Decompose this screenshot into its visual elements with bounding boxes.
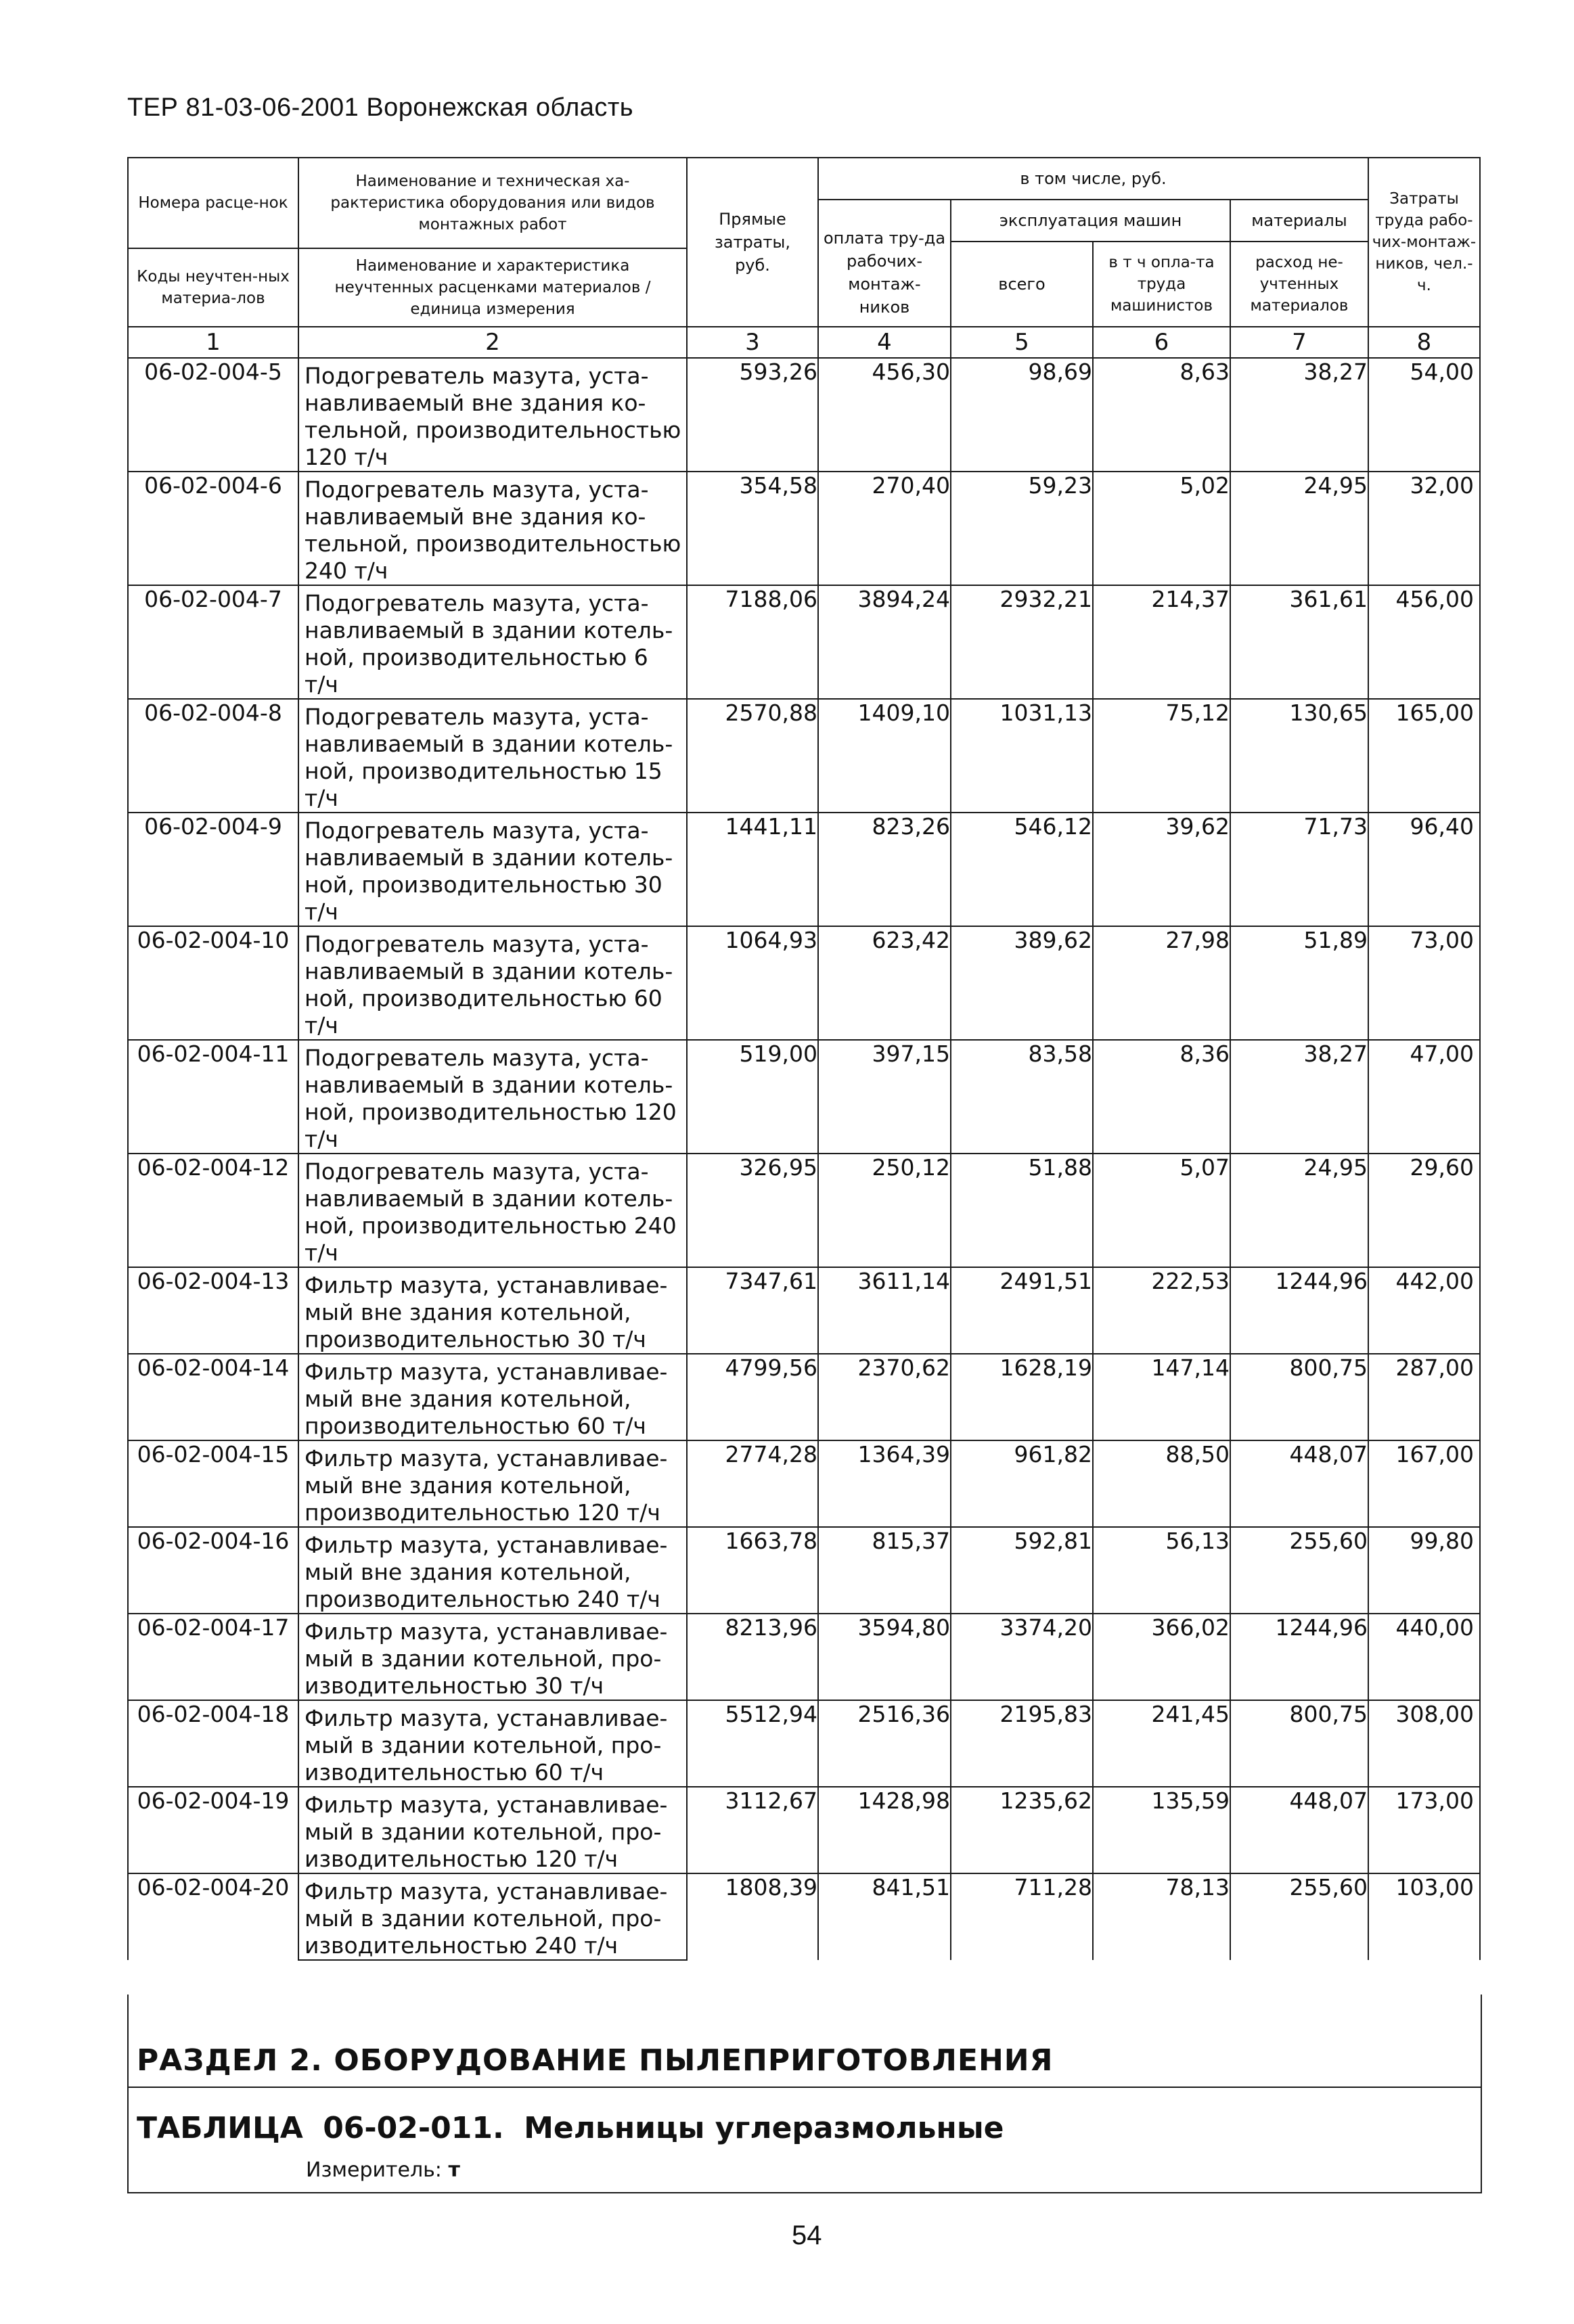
value-cell: 841,51 bbox=[818, 1873, 951, 1960]
value-cell: 1244,96 bbox=[1230, 1267, 1368, 1354]
value-cell: 88,50 bbox=[1093, 1440, 1230, 1527]
section-title: РАЗДЕЛ 2. ОБОРУДОВАНИЕ ПЫЛЕПРИГОТОВЛЕНИЯ bbox=[137, 2043, 1054, 2078]
value-cell: 7347,61 bbox=[687, 1267, 818, 1354]
table-title bbox=[137, 2111, 1004, 2145]
work-description-line: производительностью 30 т/ч bbox=[298, 1326, 687, 1354]
work-description-line: 240 т/ч bbox=[298, 557, 687, 585]
value-cell: 214,37 bbox=[1093, 585, 1230, 699]
work-description-line: мый вне здания котельной, bbox=[298, 1472, 687, 1499]
value-cell: 24,95 bbox=[1230, 1154, 1368, 1267]
rate-code: 06-02-004-10 bbox=[128, 926, 298, 1040]
work-description-line: навливаемый в здании котель- bbox=[298, 731, 687, 758]
table-title-code: 06-02-011. bbox=[323, 2111, 504, 2145]
head-unaccounted-materials: расход не-учтенных материалов bbox=[1230, 242, 1368, 327]
table-row bbox=[128, 1873, 1480, 1905]
measure-label: Измеритель: bbox=[306, 2158, 442, 2182]
value-cell: 623,42 bbox=[818, 926, 951, 1040]
value-cell: 29,60 bbox=[1368, 1154, 1480, 1267]
work-description-line: Фильтр мазута, устанавливае- bbox=[298, 1787, 687, 1819]
work-description-line: т/ч bbox=[298, 1239, 687, 1267]
work-description-line: Подогреватель мазута, уста- bbox=[298, 585, 687, 617]
value-cell: 98,69 bbox=[951, 358, 1093, 472]
value-cell: 73,00 bbox=[1368, 926, 1480, 1040]
value-cell: 2774,28 bbox=[687, 1440, 818, 1527]
value-cell: 135,59 bbox=[1093, 1787, 1230, 1873]
value-cell: 1428,98 bbox=[818, 1787, 951, 1873]
rate-code: 06-02-004-11 bbox=[128, 1040, 298, 1154]
value-cell: 2570,88 bbox=[687, 699, 818, 813]
value-cell: 2370,62 bbox=[818, 1354, 951, 1440]
value-cell: 8,36 bbox=[1093, 1040, 1230, 1154]
value-cell: 3611,14 bbox=[818, 1267, 951, 1354]
value-cell: 2195,83 bbox=[951, 1700, 1093, 1787]
work-description-line: мый в здании котельной, про- bbox=[298, 1819, 687, 1846]
value-cell: 56,13 bbox=[1093, 1527, 1230, 1614]
work-description-line: Подогреватель мазута, уста- bbox=[298, 1040, 687, 1072]
value-cell: 3112,67 bbox=[687, 1787, 818, 1873]
value-cell: 456,00 bbox=[1368, 585, 1480, 699]
work-description-line: изводительностью 30 т/ч bbox=[298, 1672, 687, 1700]
value-cell: 1235,62 bbox=[951, 1787, 1093, 1873]
value-cell: 593,26 bbox=[687, 358, 818, 472]
value-cell: 1628,19 bbox=[951, 1354, 1093, 1440]
value-cell: 1064,93 bbox=[687, 926, 818, 1040]
work-description-line: ной, производительностью 30 bbox=[298, 871, 687, 898]
value-cell: 165,00 bbox=[1368, 699, 1480, 813]
work-description-line: мый вне здания котельной, bbox=[298, 1386, 687, 1413]
work-description-line: Фильтр мазута, устанавливае- bbox=[298, 1527, 687, 1559]
head-col1-bottom: Коды неучтен-ных материа-лов bbox=[128, 248, 298, 327]
value-cell: 389,62 bbox=[951, 926, 1093, 1040]
rate-code: 06-02-004-20 bbox=[128, 1873, 298, 1960]
section-heading-box bbox=[129, 1995, 1481, 2088]
table-row bbox=[128, 1040, 1480, 1072]
work-description-line: навливаемый в здании котель- bbox=[298, 844, 687, 871]
work-description-line: Подогреватель мазута, уста- bbox=[298, 926, 687, 958]
value-cell: 103,00 bbox=[1368, 1873, 1480, 1960]
head-col2-top: Наименование и техническая ха-рактеристика оборудования или видов монтажных работ bbox=[298, 158, 687, 248]
work-description-line: Подогреватель мазута, уста- bbox=[298, 699, 687, 731]
rate-code: 06-02-004-7 bbox=[128, 585, 298, 699]
rate-code: 06-02-004-19 bbox=[128, 1787, 298, 1873]
value-cell: 2932,21 bbox=[951, 585, 1093, 699]
value-cell: 59,23 bbox=[951, 472, 1093, 585]
table-row bbox=[128, 1787, 1480, 1819]
table-row bbox=[128, 585, 1480, 617]
value-cell: 2491,51 bbox=[951, 1267, 1093, 1354]
rate-code: 06-02-004-15 bbox=[128, 1440, 298, 1527]
rates-table bbox=[127, 157, 1481, 1961]
value-cell: 83,58 bbox=[951, 1040, 1093, 1154]
value-cell: 711,28 bbox=[951, 1873, 1093, 1960]
value-cell: 38,27 bbox=[1230, 1040, 1368, 1154]
value-cell: 800,75 bbox=[1230, 1700, 1368, 1787]
value-cell: 3594,80 bbox=[818, 1614, 951, 1700]
value-cell: 250,12 bbox=[818, 1154, 951, 1267]
work-description-line: мый вне здания котельной, bbox=[298, 1559, 687, 1586]
table-row bbox=[128, 1354, 1480, 1386]
value-cell: 354,58 bbox=[687, 472, 818, 585]
value-cell: 241,45 bbox=[1093, 1700, 1230, 1787]
page-number: 54 bbox=[792, 2220, 822, 2250]
work-description-line: мый в здании котельной, про- bbox=[298, 1732, 687, 1759]
table-row bbox=[128, 1154, 1480, 1185]
value-cell: 47,00 bbox=[1368, 1040, 1480, 1154]
value-cell: 287,00 bbox=[1368, 1354, 1480, 1440]
work-description-line: Подогреватель мазута, уста- bbox=[298, 813, 687, 844]
value-cell: 440,00 bbox=[1368, 1614, 1480, 1700]
rate-code: 06-02-004-14 bbox=[128, 1354, 298, 1440]
work-description-line: т/ч bbox=[298, 1012, 687, 1040]
work-description-line: навливаемый в здании котель- bbox=[298, 1185, 687, 1212]
table-row bbox=[128, 926, 1480, 958]
value-cell: 456,30 bbox=[818, 358, 951, 472]
value-cell: 32,00 bbox=[1368, 472, 1480, 585]
value-cell: 1244,96 bbox=[1230, 1614, 1368, 1700]
table-row bbox=[128, 1527, 1480, 1559]
head-machine-total: всего bbox=[951, 242, 1093, 327]
column-number: 3 bbox=[687, 327, 818, 358]
value-cell: 147,14 bbox=[1093, 1354, 1230, 1440]
value-cell: 7188,06 bbox=[687, 585, 818, 699]
value-cell: 2516,36 bbox=[818, 1700, 951, 1787]
head-group-including: в том числе, руб. bbox=[818, 158, 1368, 200]
work-description-line: навливаемый в здании котель- bbox=[298, 1072, 687, 1099]
work-description-line: Фильтр мазута, устанавливае- bbox=[298, 1700, 687, 1732]
head-direct-costs: Прямые затраты, руб. bbox=[687, 158, 818, 327]
work-description-line: Подогреватель мазута, уста- bbox=[298, 358, 687, 390]
table-row bbox=[128, 358, 1480, 390]
value-cell: 39,62 bbox=[1093, 813, 1230, 926]
value-cell: 800,75 bbox=[1230, 1354, 1368, 1440]
column-number: 4 bbox=[818, 327, 951, 358]
value-cell: 24,95 bbox=[1230, 472, 1368, 585]
value-cell: 366,02 bbox=[1093, 1614, 1230, 1700]
value-cell: 442,00 bbox=[1368, 1267, 1480, 1354]
rate-code: 06-02-004-13 bbox=[128, 1267, 298, 1354]
head-machinist-pay: в т ч опла-та труда машинистов bbox=[1093, 242, 1230, 327]
column-number: 1 bbox=[128, 327, 298, 358]
value-cell: 255,60 bbox=[1230, 1873, 1368, 1960]
rate-code: 06-02-004-12 bbox=[128, 1154, 298, 1267]
value-cell: 38,27 bbox=[1230, 358, 1368, 472]
work-description-line: Фильтр мазута, устанавливае- bbox=[298, 1354, 687, 1386]
table-row bbox=[128, 1440, 1480, 1472]
work-description-line: т/ч bbox=[298, 1126, 687, 1154]
column-number: 5 bbox=[951, 327, 1093, 358]
value-cell: 448,07 bbox=[1230, 1440, 1368, 1527]
table-body bbox=[128, 358, 1480, 1960]
work-description-line: Фильтр мазута, устанавливае- bbox=[298, 1267, 687, 1299]
work-description-line: навливаемый вне здания ко- bbox=[298, 390, 687, 417]
work-description-line: т/ч bbox=[298, 785, 687, 813]
value-cell: 823,26 bbox=[818, 813, 951, 926]
value-cell: 27,98 bbox=[1093, 926, 1230, 1040]
rate-code: 06-02-004-17 bbox=[128, 1614, 298, 1700]
table-row bbox=[128, 1614, 1480, 1645]
value-cell: 255,60 bbox=[1230, 1527, 1368, 1614]
head-machine-group: эксплуатация машин bbox=[951, 200, 1230, 242]
head-materials-group: материалы bbox=[1230, 200, 1368, 242]
section-block bbox=[127, 1995, 1482, 2193]
value-cell: 1409,10 bbox=[818, 699, 951, 813]
work-description-line: ной, производительностью 6 bbox=[298, 644, 687, 671]
value-cell: 270,40 bbox=[818, 472, 951, 585]
head-col1-top: Номера расце-нок bbox=[128, 158, 298, 248]
column-number: 2 bbox=[298, 327, 687, 358]
value-cell: 1441,11 bbox=[687, 813, 818, 926]
value-cell: 54,00 bbox=[1368, 358, 1480, 472]
value-cell: 519,00 bbox=[687, 1040, 818, 1154]
work-description-line: изводительностью 60 т/ч bbox=[298, 1759, 687, 1787]
work-description-line: ной, производительностью 60 bbox=[298, 985, 687, 1012]
work-description-line: производительностью 60 т/ч bbox=[298, 1413, 687, 1440]
value-cell: 75,12 bbox=[1093, 699, 1230, 813]
head-worker-pay: оплата тру-да рабочих-монтаж-ников bbox=[818, 200, 951, 327]
value-cell: 448,07 bbox=[1230, 1787, 1368, 1873]
work-description-line: навливаемый вне здания ко- bbox=[298, 503, 687, 530]
work-description-line: тельной, производительностью bbox=[298, 530, 687, 557]
work-description-line: т/ч bbox=[298, 671, 687, 699]
value-cell: 1808,39 bbox=[687, 1873, 818, 1960]
value-cell: 308,00 bbox=[1368, 1700, 1480, 1787]
measure-unit: т bbox=[448, 2158, 460, 2182]
table-row bbox=[128, 472, 1480, 503]
value-cell: 78,13 bbox=[1093, 1873, 1230, 1960]
value-cell: 5,02 bbox=[1093, 472, 1230, 585]
value-cell: 592,81 bbox=[951, 1527, 1093, 1614]
work-description-line: производительностью 240 т/ч bbox=[298, 1586, 687, 1614]
table-title-name: Мельницы углеразмольные bbox=[524, 2111, 1004, 2145]
rate-code: 06-02-004-9 bbox=[128, 813, 298, 926]
work-description-line: Фильтр мазута, устанавливае- bbox=[298, 1614, 687, 1645]
measure-unit-line bbox=[306, 2158, 460, 2182]
work-description-line: изводительностью 240 т/ч bbox=[298, 1932, 687, 1960]
value-cell: 5512,94 bbox=[687, 1700, 818, 1787]
value-cell: 8213,96 bbox=[687, 1614, 818, 1700]
value-cell: 222,53 bbox=[1093, 1267, 1230, 1354]
value-cell: 815,37 bbox=[818, 1527, 951, 1614]
table-title-label: ТАБЛИЦА bbox=[137, 2111, 303, 2145]
value-cell: 4799,56 bbox=[687, 1354, 818, 1440]
table-head bbox=[128, 158, 1480, 358]
value-cell: 51,89 bbox=[1230, 926, 1368, 1040]
value-cell: 3374,20 bbox=[951, 1614, 1093, 1700]
value-cell: 130,65 bbox=[1230, 699, 1368, 813]
value-cell: 5,07 bbox=[1093, 1154, 1230, 1267]
work-description-line: ной, производительностью 240 bbox=[298, 1212, 687, 1239]
value-cell: 96,40 bbox=[1368, 813, 1480, 926]
column-number: 7 bbox=[1230, 327, 1368, 358]
work-description-line: Подогреватель мазута, уста- bbox=[298, 1154, 687, 1185]
value-cell: 397,15 bbox=[818, 1040, 951, 1154]
work-description-line: Подогреватель мазута, уста- bbox=[298, 472, 687, 503]
work-description-line: мый вне здания котельной, bbox=[298, 1299, 687, 1326]
work-description-line: навливаемый в здании котель- bbox=[298, 617, 687, 644]
value-cell: 173,00 bbox=[1368, 1787, 1480, 1873]
work-description-line: Фильтр мазута, устанавливае- bbox=[298, 1873, 687, 1905]
work-description-line: ной, производительностью 120 bbox=[298, 1099, 687, 1126]
value-cell: 1031,13 bbox=[951, 699, 1093, 813]
document-header: ТЕР 81-03-06-2001 Воронежская область bbox=[127, 93, 634, 122]
value-cell: 326,95 bbox=[687, 1154, 818, 1267]
table-row bbox=[128, 699, 1480, 731]
work-description-line: мый в здании котельной, про- bbox=[298, 1645, 687, 1672]
value-cell: 546,12 bbox=[951, 813, 1093, 926]
work-description-line: Фильтр мазута, устанавливае- bbox=[298, 1440, 687, 1472]
value-cell: 1663,78 bbox=[687, 1527, 818, 1614]
value-cell: 961,82 bbox=[951, 1440, 1093, 1527]
value-cell: 51,88 bbox=[951, 1154, 1093, 1267]
value-cell: 167,00 bbox=[1368, 1440, 1480, 1527]
column-number: 6 bbox=[1093, 327, 1230, 358]
value-cell: 1364,39 bbox=[818, 1440, 951, 1527]
work-description-line: тельной, производительностью bbox=[298, 417, 687, 444]
head-col2-bottom: Наименование и характеристика неучтенных расценками материалов / единица измерения bbox=[298, 248, 687, 327]
work-description-line: т/ч bbox=[298, 898, 687, 926]
table-row bbox=[128, 813, 1480, 844]
head-labor-hours: Затраты труда рабо-чих-монтаж-ников, чел.-ч. bbox=[1368, 158, 1480, 327]
column-number-row bbox=[128, 327, 1480, 358]
work-description-line: мый в здании котельной, про- bbox=[298, 1905, 687, 1932]
work-description-line: навливаемый в здании котель- bbox=[298, 958, 687, 985]
rate-code: 06-02-004-8 bbox=[128, 699, 298, 813]
rate-code: 06-02-004-16 bbox=[128, 1527, 298, 1614]
value-cell: 361,61 bbox=[1230, 585, 1368, 699]
work-description-line: 120 т/ч bbox=[298, 444, 687, 472]
value-cell: 71,73 bbox=[1230, 813, 1368, 926]
rate-code: 06-02-004-18 bbox=[128, 1700, 298, 1787]
work-description-line: производительностью 120 т/ч bbox=[298, 1499, 687, 1527]
rate-code: 06-02-004-6 bbox=[128, 472, 298, 585]
work-description-line: изводительностью 120 т/ч bbox=[298, 1846, 687, 1873]
table-row bbox=[128, 1267, 1480, 1299]
value-cell: 99,80 bbox=[1368, 1527, 1480, 1614]
value-cell: 3894,24 bbox=[818, 585, 951, 699]
column-number: 8 bbox=[1368, 327, 1480, 358]
table-row bbox=[128, 1700, 1480, 1732]
work-description-line: ной, производительностью 15 bbox=[298, 758, 687, 785]
value-cell: 8,63 bbox=[1093, 358, 1230, 472]
rate-code: 06-02-004-5 bbox=[128, 358, 298, 472]
